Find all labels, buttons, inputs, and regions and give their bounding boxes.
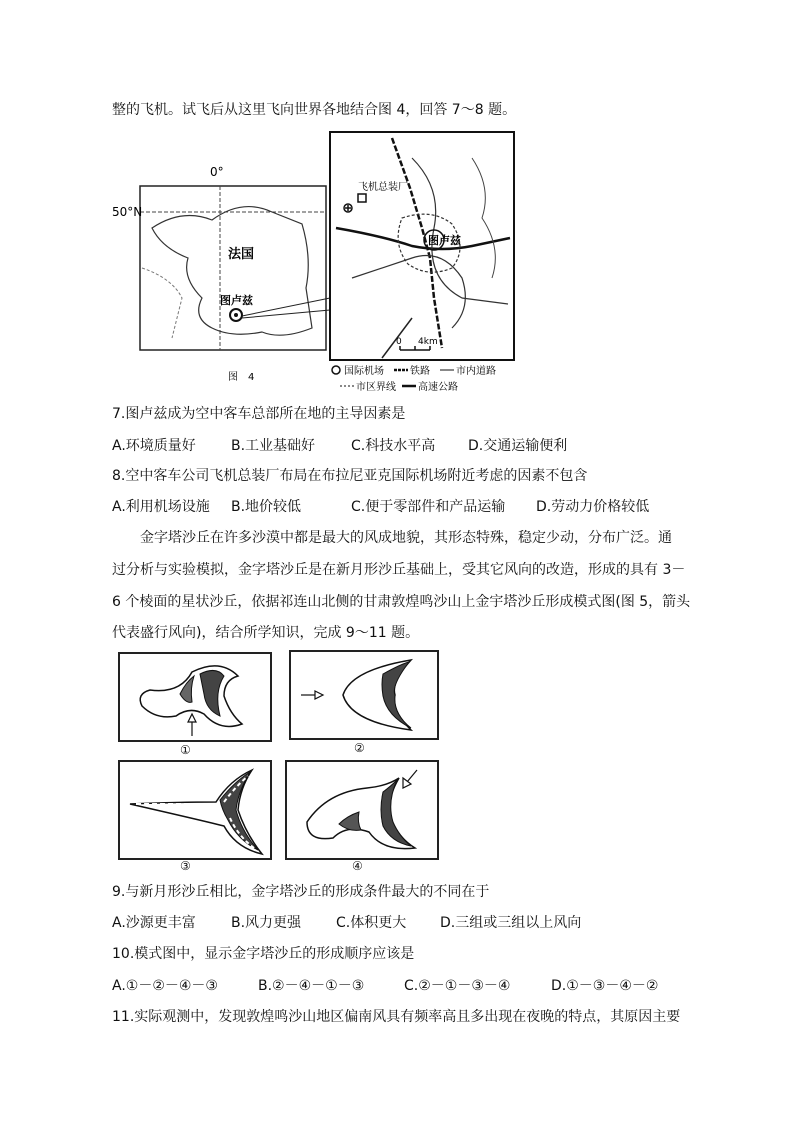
- q7-option-d[interactable]: D.交通运输便利: [468, 438, 568, 454]
- q7-option-a[interactable]: A.环境质量好: [112, 438, 196, 454]
- passage-line-1: 金字塔沙丘在许多沙漠中都是最大的风成地貌，其形态特殊，稳定少动，分布广泛。通: [140, 530, 672, 546]
- figure-5-panel-4: [285, 760, 439, 860]
- inset-map-frame: [330, 132, 514, 360]
- figure-4-map: [112, 128, 532, 396]
- dune-diagram-3: [120, 762, 270, 858]
- toulouse-dot: [234, 313, 238, 317]
- q9-option-a[interactable]: A.沙源更丰富: [112, 915, 196, 931]
- q10-option-a[interactable]: A.①－②－④－③: [112, 978, 218, 994]
- q11-stem: 11.实际观测中，发现敦煌鸣沙山地区偏南风具有频率高且多出现在夜晚的特点，其原因主要: [112, 1009, 681, 1025]
- figure-5-label-2: ②: [354, 741, 365, 755]
- legend-highway: 高速公路: [418, 382, 458, 393]
- q8-stem: 8.空中客车公司飞机总装厂布局在布拉尼亚克国际机场附近考虑的因素不包含: [112, 468, 588, 484]
- degree-label: 0°: [210, 165, 224, 179]
- lat-label: 50°N: [112, 205, 143, 219]
- legend-railway: 铁路: [410, 366, 430, 377]
- figure-5-label-1: ①: [180, 743, 191, 757]
- scale-zero: 0: [396, 337, 402, 347]
- figure-5-panel-3: [118, 760, 272, 860]
- figure-5-label-4: ④: [352, 859, 363, 873]
- q8-option-b[interactable]: B.地价较低: [231, 499, 302, 515]
- intro-line: 整的飞机。试飞后从这里飞向世界各地结合图 4，回答 7～8 题。: [112, 102, 517, 118]
- q9-option-b[interactable]: B.风力更强: [231, 915, 302, 931]
- passage-line-2: 过分析与实验模拟，金字塔沙丘是在新月形沙丘基础上，受其它风向的改造，形成的具有 3－: [112, 562, 686, 578]
- legend-city-boundary: 市区界线: [356, 382, 396, 393]
- figure-5-panel-2: [289, 650, 439, 740]
- dune-diagram-1: [120, 654, 270, 740]
- q9-option-c[interactable]: C.体积更大: [336, 915, 407, 931]
- q10-option-b[interactable]: B.②－④－①－③: [258, 978, 365, 994]
- city-label-right: 图卢兹: [428, 234, 461, 247]
- q7-stem: 7.图卢兹成为空中客车总部所在地的主导因素是: [112, 406, 406, 422]
- legend-airport: 国际机场: [344, 366, 384, 377]
- dune-diagram-2: [291, 652, 437, 738]
- legend-airport-icon: [332, 366, 340, 374]
- figure-4: [112, 128, 532, 396]
- q8-option-c[interactable]: C.便于零部件和产品运输: [351, 499, 506, 515]
- q8-option-d[interactable]: D.劳动力价格较低: [536, 499, 650, 515]
- passage-line-4: 代表盛行风向)，结合所学知识，完成 9～11 题。: [112, 625, 420, 641]
- legend-city-road: 市内道路: [456, 366, 496, 377]
- france-map-frame: [140, 186, 326, 350]
- figure-5-label-3: ③: [180, 859, 191, 873]
- figure-4-caption: 图 4: [228, 372, 255, 383]
- q9-stem: 9.与新月形沙丘相比，金字塔沙丘的形成条件最大的不同在于: [112, 884, 490, 900]
- figure-5-panel-1: [118, 652, 272, 742]
- q10-option-c[interactable]: C.②－①－③－④: [404, 978, 511, 994]
- passage-line-3: 6 个棱面的星状沙丘，依据祁连山北侧的甘肃敦煌鸣沙山上金宇塔沙丘形成模式图(图 5，箭头: [112, 594, 691, 610]
- q7-option-c[interactable]: C.科技水平高: [351, 438, 436, 454]
- factory-label: 飞机总装厂: [358, 182, 408, 193]
- q8-option-a[interactable]: A.利用机场设施: [112, 499, 210, 515]
- dune-diagram-4: [287, 762, 437, 858]
- country-label: 法国: [228, 247, 255, 262]
- q10-stem: 10.模式图中，显示金字塔沙丘的形成顺序应该是: [112, 946, 415, 962]
- scale-km: 4km: [418, 337, 438, 347]
- q9-option-d[interactable]: D.三组或三组以上风向: [440, 915, 582, 931]
- city-label-left: 图卢兹: [220, 294, 253, 307]
- q10-option-d[interactable]: D.①－③－④－②: [551, 978, 659, 994]
- q7-option-b[interactable]: B.工业基础好: [231, 438, 316, 454]
